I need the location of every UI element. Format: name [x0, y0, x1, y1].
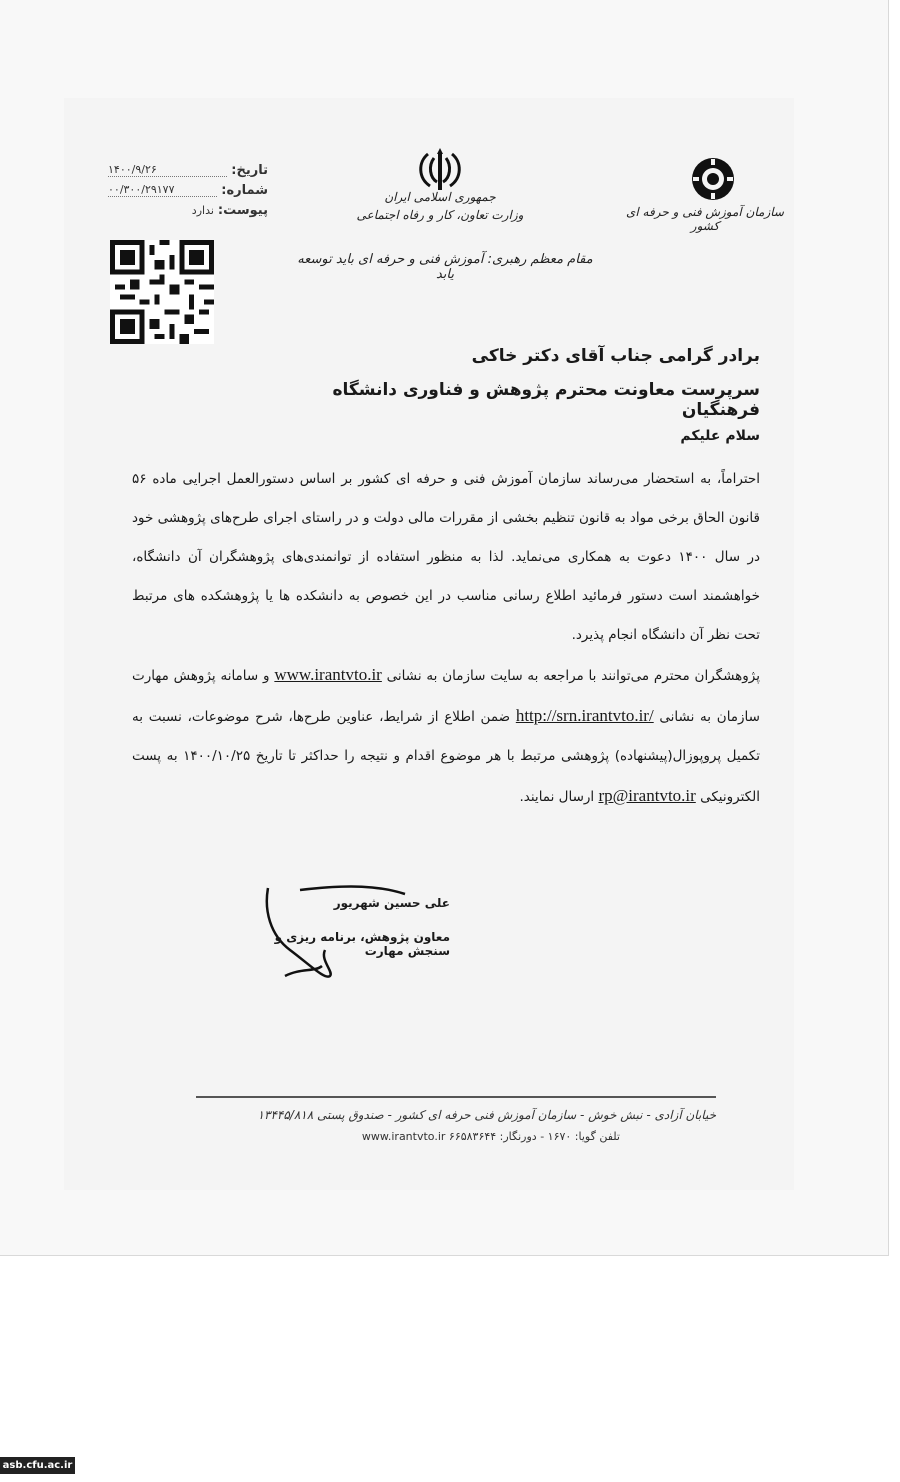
letter-meta — [108, 160, 268, 220]
gov-line-1: جمهوری اسلامی ایران — [384, 190, 496, 204]
date-row — [108, 160, 268, 180]
paragraph-2-part-4: ارسال نمایند. — [519, 789, 595, 805]
paragraph-1: احتراماً، به استحضار می‌رساند سازمان آموزش فنی و حرفه ای کشور بر اساس دستورالعمل اجرایی ماده ۵۶ قانون الحاق برخی مواد به قانون تنظیم بخشی از مقررات مالی دولت و در راستای اجرای طرح‌های پژوهشی خود در سال ۱۴۰۰ دعوت به همکاری می‌نماید. لذا به منظور استفاده از توانمندی‌های پژوهشگران آن دانشگاه، خواهشمند است دستور فرمائید اطلاع رسانی مناسب در این خصوص به دانشکده ها یا پژوهشکده های مرتبط تحت نظر آن دانشگاه انجام پذیرد. — [132, 471, 760, 643]
footer-address: خیابان آزادی - نبش خوش - سازمان آموزش فنی حرفه ای کشور - صندوق پستی ۱۳۴۴۵/۸۱۸ — [257, 1108, 716, 1122]
paragraph-2-part-2: و سامانه پژوهش مهارت سازمان به نشانی — [132, 668, 760, 725]
attachment-label: پیوست: — [217, 202, 268, 218]
site-link[interactable]: www.irantvto.ir — [274, 665, 382, 684]
footer-divider — [196, 1096, 716, 1098]
tvto-logo-icon — [684, 156, 742, 202]
email-link[interactable]: rp@irantvto.ir — [598, 786, 696, 805]
qr-code-icon — [110, 240, 214, 344]
motto: مقام معظم رهبری: آموزش فنی و حرفه ای باید توسعه یابد — [297, 252, 593, 282]
date-label: تاریخ: — [231, 162, 268, 178]
attachment-value: ندارد — [191, 203, 214, 217]
number-row — [108, 180, 268, 200]
greeting: سلام علیکم — [680, 428, 760, 444]
footer-contact: تلفن گویا: ۱۶۷۰ - دورنگار: ۶۶۵۸۳۶۴۴ www.irantvto.ir — [361, 1130, 620, 1143]
government-text — [330, 188, 550, 224]
addressee-line-2: سرپرست معاونت محترم پژوهش و فناوری دانشگاه فرهنگیان — [332, 380, 760, 420]
date-value: ۱۴۰۰/۹/۲۶ — [108, 163, 227, 177]
site-watermark: asb.cfu.ac.ir — [0, 1457, 75, 1474]
signatory-title: معاون پژوهش، برنامه ریزی و سنجش مهارت — [274, 930, 450, 958]
srn-link[interactable]: http://srn.irantvto.ir/ — [515, 706, 654, 725]
paragraph-2-part-1: پژوهشگران محترم می‌توانند با مراجعه به سایت سازمان به نشانی — [386, 668, 761, 684]
addressee-line-1: برادر گرامی جناب آقای دکتر خاکی — [471, 346, 760, 366]
organization-name: سازمان آموزش فنی و حرفه ای کشور — [626, 205, 784, 233]
paragraph-2 — [132, 655, 760, 817]
gov-line-2: وزارت تعاون، کار و رفاه اجتماعی — [356, 208, 524, 222]
number-label: شماره: — [221, 182, 268, 198]
paragraph-2-part-3: ضمن اطلاع از شرایط، عناوین طرح‌ها، شرح موضوعات، نسبت به تکمیل پروپوزال(پیشنهاده) پژوهشی مرتبط با هر موضوع اقدام و نتیجه را حداکثر تا تاریخ ۱۴۰۰/۱۰/۲۵ به پست الکترونیکی — [132, 709, 760, 805]
attachment-row — [108, 200, 268, 220]
number-value: ۰۰/۳۰۰/۲۹۱۷۷ — [108, 183, 217, 197]
signatory-name: علی حسین شهریور — [333, 896, 450, 910]
